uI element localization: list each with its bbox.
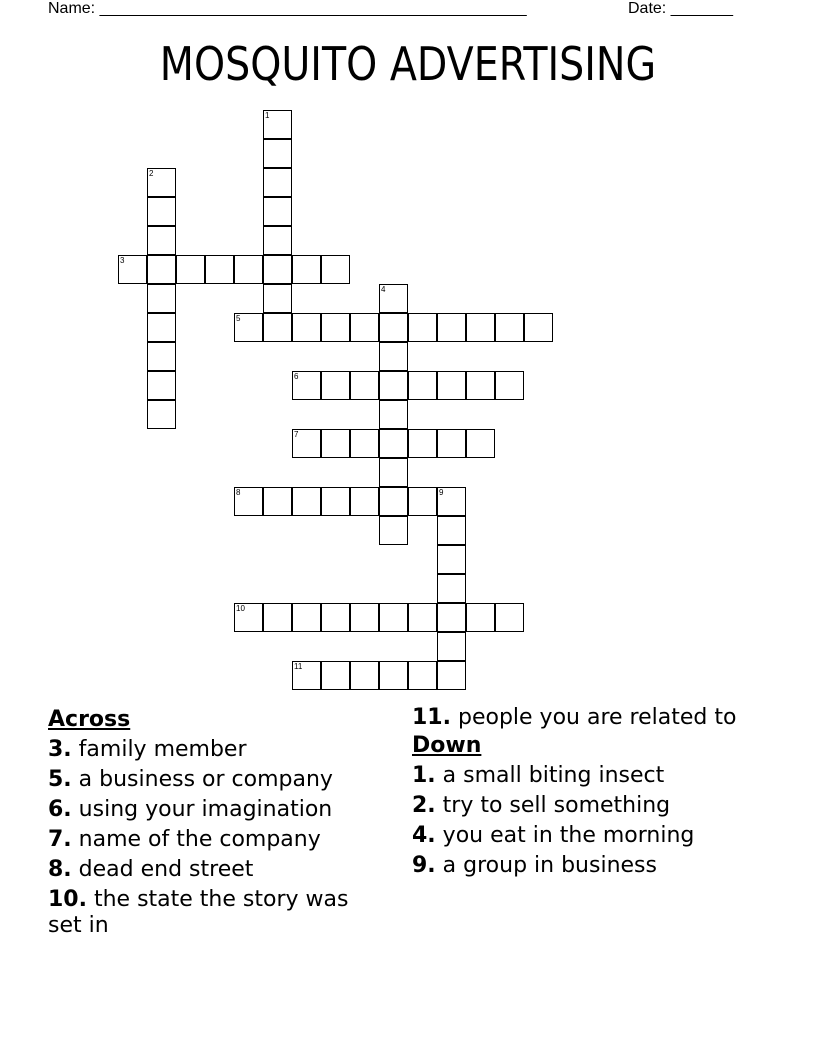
- crossword-cell[interactable]: [408, 371, 437, 400]
- crossword-cell[interactable]: [466, 371, 495, 400]
- crossword-cell[interactable]: [379, 313, 408, 342]
- crossword-cell[interactable]: [147, 197, 176, 226]
- cell-number: 11: [294, 662, 303, 671]
- crossword-cell[interactable]: [263, 226, 292, 255]
- clue-across-5: [48, 767, 388, 793]
- date-field[interactable]: Date: _______: [628, 0, 733, 17]
- clue-text: a group in business: [442, 853, 657, 878]
- crossword-cell[interactable]: [350, 429, 379, 458]
- clue-text: name of the company: [78, 827, 321, 852]
- crossword-cell[interactable]: [176, 255, 205, 284]
- crossword-cell[interactable]: [466, 429, 495, 458]
- cell-number: 10: [236, 604, 245, 613]
- name-field[interactable]: Name: ________________________________________________: [48, 0, 527, 17]
- crossword-cell[interactable]: [437, 487, 466, 516]
- crossword-cell[interactable]: [408, 487, 437, 516]
- cell-number: 6: [294, 372, 299, 381]
- crossword-cell[interactable]: [292, 371, 321, 400]
- crossword-cell[interactable]: [437, 313, 466, 342]
- cell-number: 5: [236, 314, 241, 323]
- crossword-cell[interactable]: [495, 313, 524, 342]
- clue-number: 6.: [48, 797, 72, 822]
- crossword-cell[interactable]: [118, 255, 147, 284]
- crossword-cell[interactable]: [147, 342, 176, 371]
- clue-number: 9.: [412, 853, 436, 878]
- cell-number: 4: [381, 285, 386, 294]
- cell-number: 8: [236, 488, 241, 497]
- crossword-cell[interactable]: [379, 458, 408, 487]
- clue-down-2: [412, 793, 762, 819]
- crossword-cell[interactable]: [379, 487, 408, 516]
- crossword-cell[interactable]: [466, 603, 495, 632]
- crossword-cell[interactable]: [379, 661, 408, 690]
- crossword-cell[interactable]: [379, 603, 408, 632]
- crossword-cell[interactable]: [263, 284, 292, 313]
- clue-text: a business or company: [78, 767, 333, 792]
- clue-text: using your imagination: [78, 797, 333, 822]
- crossword-cell[interactable]: [292, 603, 321, 632]
- clue-number: 3.: [48, 737, 72, 762]
- crossword-cell[interactable]: [321, 313, 350, 342]
- crossword-cell[interactable]: [437, 661, 466, 690]
- clue-text: family member: [78, 737, 247, 762]
- crossword-cell[interactable]: [263, 168, 292, 197]
- crossword-cell[interactable]: [350, 313, 379, 342]
- crossword-cell[interactable]: [379, 400, 408, 429]
- crossword-cell[interactable]: [321, 371, 350, 400]
- crossword-cell[interactable]: [263, 197, 292, 226]
- cell-number: 1: [265, 111, 270, 120]
- clue-down-1: [412, 763, 762, 789]
- clue-number: 11.: [412, 705, 451, 730]
- clue-text: the state the story was set in: [48, 887, 349, 938]
- clues-left-column: [48, 705, 388, 939]
- crossword-cell[interactable]: [147, 226, 176, 255]
- crossword-cell[interactable]: [263, 255, 292, 284]
- crossword-cell[interactable]: [437, 632, 466, 661]
- crossword-cell[interactable]: [321, 255, 350, 284]
- crossword-cell[interactable]: [437, 516, 466, 545]
- crossword-cell[interactable]: [147, 400, 176, 429]
- crossword-cell[interactable]: [234, 313, 263, 342]
- crossword-cell[interactable]: [292, 429, 321, 458]
- crossword-cell[interactable]: [379, 429, 408, 458]
- clue-text: a small biting insect: [442, 763, 665, 788]
- clue-across-11: [412, 705, 762, 731]
- crossword-cell[interactable]: [292, 313, 321, 342]
- cell-number: 7: [294, 430, 299, 439]
- crossword-cell[interactable]: [234, 487, 263, 516]
- crossword-cell[interactable]: [437, 545, 466, 574]
- across-heading: Across: [48, 707, 131, 732]
- crossword-cell[interactable]: [408, 603, 437, 632]
- crossword-cell[interactable]: [205, 255, 234, 284]
- clue-across-8: [48, 857, 388, 883]
- clue-down-9: [412, 853, 762, 879]
- crossword-cell[interactable]: [263, 603, 292, 632]
- crossword-cell[interactable]: [263, 313, 292, 342]
- crossword-cell[interactable]: [147, 284, 176, 313]
- crossword-cell[interactable]: [147, 371, 176, 400]
- crossword-cell[interactable]: [350, 603, 379, 632]
- crossword-cell[interactable]: [437, 603, 466, 632]
- crossword-cell[interactable]: [408, 661, 437, 690]
- crossword-cell[interactable]: [437, 574, 466, 603]
- cell-number: 9: [439, 488, 444, 497]
- clue-number: 2.: [412, 793, 436, 818]
- crossword-cell[interactable]: [263, 487, 292, 516]
- crossword-cell[interactable]: [147, 168, 176, 197]
- crossword-cell[interactable]: [292, 255, 321, 284]
- cell-number: 2: [149, 169, 154, 178]
- crossword-cell[interactable]: [379, 342, 408, 371]
- clue-number: 5.: [48, 767, 72, 792]
- crossword-cell[interactable]: [379, 371, 408, 400]
- crossword-cell[interactable]: [437, 371, 466, 400]
- crossword-cell[interactable]: [321, 429, 350, 458]
- crossword-cell[interactable]: [495, 371, 524, 400]
- clue-across-10: [48, 887, 388, 939]
- crossword-cell[interactable]: [350, 371, 379, 400]
- crossword-cell[interactable]: [292, 487, 321, 516]
- crossword-cell[interactable]: [350, 661, 379, 690]
- clue-text: dead end street: [78, 857, 254, 882]
- clue-text: people you are related to: [457, 705, 737, 730]
- clue-number: 10.: [48, 887, 87, 912]
- crossword-cell[interactable]: [321, 661, 350, 690]
- clue-number: 8.: [48, 857, 72, 882]
- crossword-cell[interactable]: [321, 603, 350, 632]
- puzzle-title: MOSQUITO ADVERTISING: [159, 37, 657, 91]
- clue-number: 7.: [48, 827, 72, 852]
- clues-right-column: [412, 705, 762, 879]
- crossword-cell[interactable]: [147, 313, 176, 342]
- crossword-cell[interactable]: [524, 313, 553, 342]
- clue-across-7: [48, 827, 388, 853]
- crossword-cell[interactable]: [408, 313, 437, 342]
- crossword-cell[interactable]: [263, 110, 292, 139]
- cell-number: 3: [120, 256, 125, 265]
- crossword-cell[interactable]: [234, 603, 263, 632]
- crossword-cell[interactable]: [408, 429, 437, 458]
- crossword-cell[interactable]: [321, 487, 350, 516]
- down-heading: Down: [412, 733, 482, 758]
- crossword-cell[interactable]: [379, 516, 408, 545]
- clue-across-6: [48, 797, 388, 823]
- clue-number: 1.: [412, 763, 436, 788]
- crossword-cell[interactable]: [437, 429, 466, 458]
- crossword-cell[interactable]: [466, 313, 495, 342]
- clue-across-3: [48, 737, 388, 763]
- clue-text: you eat in the morning: [442, 823, 695, 848]
- crossword-cell[interactable]: [379, 284, 408, 313]
- clue-number: 4.: [412, 823, 436, 848]
- crossword-cell[interactable]: [495, 603, 524, 632]
- crossword-cell[interactable]: [263, 139, 292, 168]
- crossword-cell[interactable]: [350, 487, 379, 516]
- crossword-cell[interactable]: [292, 661, 321, 690]
- crossword-cell[interactable]: [234, 255, 263, 284]
- crossword-cell[interactable]: [147, 255, 176, 284]
- clue-text: try to sell something: [442, 793, 671, 818]
- clue-down-4: [412, 823, 762, 849]
